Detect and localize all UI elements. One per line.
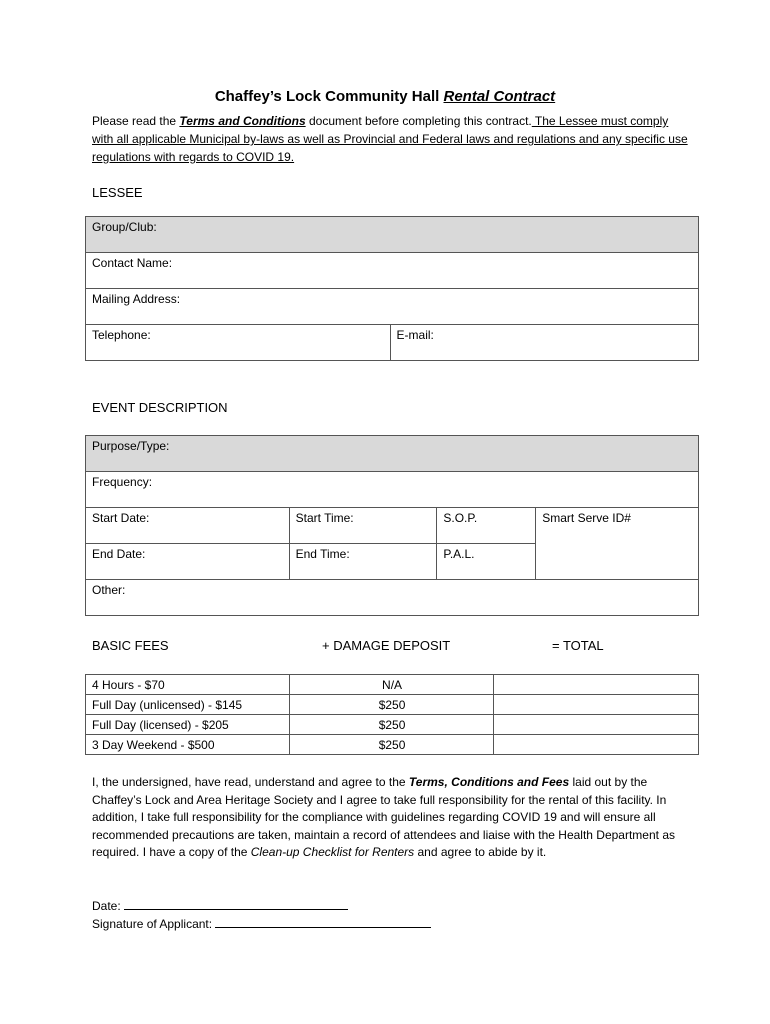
- terms-conditions-fees-text: Terms, Conditions and Fees: [408, 775, 570, 789]
- frequency-field[interactable]: Frequency:: [86, 472, 699, 508]
- fee-option: Full Day (unlicensed) - $145: [86, 695, 290, 715]
- signature-line: [92, 917, 431, 931]
- total-cell[interactable]: [494, 735, 699, 755]
- deposit-value: N/A: [289, 675, 494, 695]
- lessee-table: [85, 216, 699, 361]
- event-heading: EVENT DESCRIPTION: [92, 400, 228, 415]
- date-input-line[interactable]: [124, 899, 348, 910]
- basic-fees-heading: BASIC FEES: [92, 638, 169, 653]
- start-date-field[interactable]: Start Date:: [86, 508, 290, 544]
- title-emphasis: Rental Contract: [443, 88, 556, 105]
- end-time-field[interactable]: End Time:: [289, 544, 437, 580]
- fees-table: [85, 674, 699, 755]
- compliance-text: The Lessee must comply with all applicable Municipal by-laws as well as Provincial and Federal laws and regulations and any specific use regulations with regards to COVID 19.: [92, 114, 688, 164]
- fee-option: 4 Hours - $70: [86, 675, 290, 695]
- cleanup-checklist-text: Clean-up Checklist for Renters: [250, 845, 415, 860]
- damage-deposit-heading: + DAMAGE DEPOSIT: [322, 638, 451, 653]
- telephone-field[interactable]: Telephone:: [86, 325, 391, 361]
- deposit-value: $250: [289, 735, 494, 755]
- other-field[interactable]: Other:: [86, 580, 699, 616]
- fee-row: [86, 715, 699, 735]
- event-table: [85, 435, 699, 616]
- fee-row: [86, 695, 699, 715]
- deposit-value: $250: [289, 715, 494, 735]
- total-heading: = TOTAL: [552, 638, 604, 653]
- deposit-value: $250: [289, 695, 494, 715]
- total-cell[interactable]: [494, 695, 699, 715]
- page-title: Chaffey’s Lock Community Hall Rental Contract: [214, 88, 556, 105]
- terms-link-text: Terms and Conditions: [179, 114, 306, 128]
- signature-label: Signature of Applicant:: [92, 917, 216, 931]
- fee-option: 3 Day Weekend - $500: [86, 735, 290, 755]
- sop-field[interactable]: S.O.P.: [437, 508, 536, 544]
- contact-name-field[interactable]: Contact Name:: [86, 253, 699, 289]
- fee-row: [86, 675, 699, 695]
- mailing-address-field[interactable]: Mailing Address:: [86, 289, 699, 325]
- date-label: Date:: [92, 899, 125, 913]
- smart-serve-id-field[interactable]: Smart Serve ID#: [536, 508, 699, 580]
- purpose-type-field[interactable]: Purpose/Type:: [86, 436, 699, 472]
- signature-input-line[interactable]: [215, 917, 431, 928]
- total-cell[interactable]: [494, 715, 699, 735]
- lessee-heading: LESSEE: [92, 185, 143, 200]
- start-time-field[interactable]: Start Time:: [289, 508, 437, 544]
- total-cell[interactable]: [494, 675, 699, 695]
- fee-option: Full Day (licensed) - $205: [86, 715, 290, 735]
- email-field[interactable]: E-mail:: [390, 325, 698, 361]
- group-club-field[interactable]: Group/Club:: [86, 217, 699, 253]
- intro-paragraph: Please read the Terms and Conditions document before completing this contract. The Lessee must comply with all applicable Municipal by-laws as well as Provincial and Federal laws and regulations and any specific use regulations with regards to COVID 19.: [92, 114, 688, 164]
- pal-field[interactable]: P.A.L.: [437, 544, 536, 580]
- date-line: [92, 899, 348, 913]
- fee-row: [86, 735, 699, 755]
- agreement-paragraph: I, the undersigned, have read, understand and agree to the Terms, Conditions and Fees laid out by the Chaffey’s Lock and Area Heritage Society and I agree to take full responsibility for the rental of this facility. In addition, I take full responsibility for the compliance with guidelines regarding COVID 19 and will ensure all recommended precautions are taken, maintain a record of attendees and liaise with the Health Department as required. I have a copy of the Clean-up Checklist for Renters and agree to abide by it.: [92, 775, 675, 860]
- end-date-field[interactable]: End Date:: [86, 544, 290, 580]
